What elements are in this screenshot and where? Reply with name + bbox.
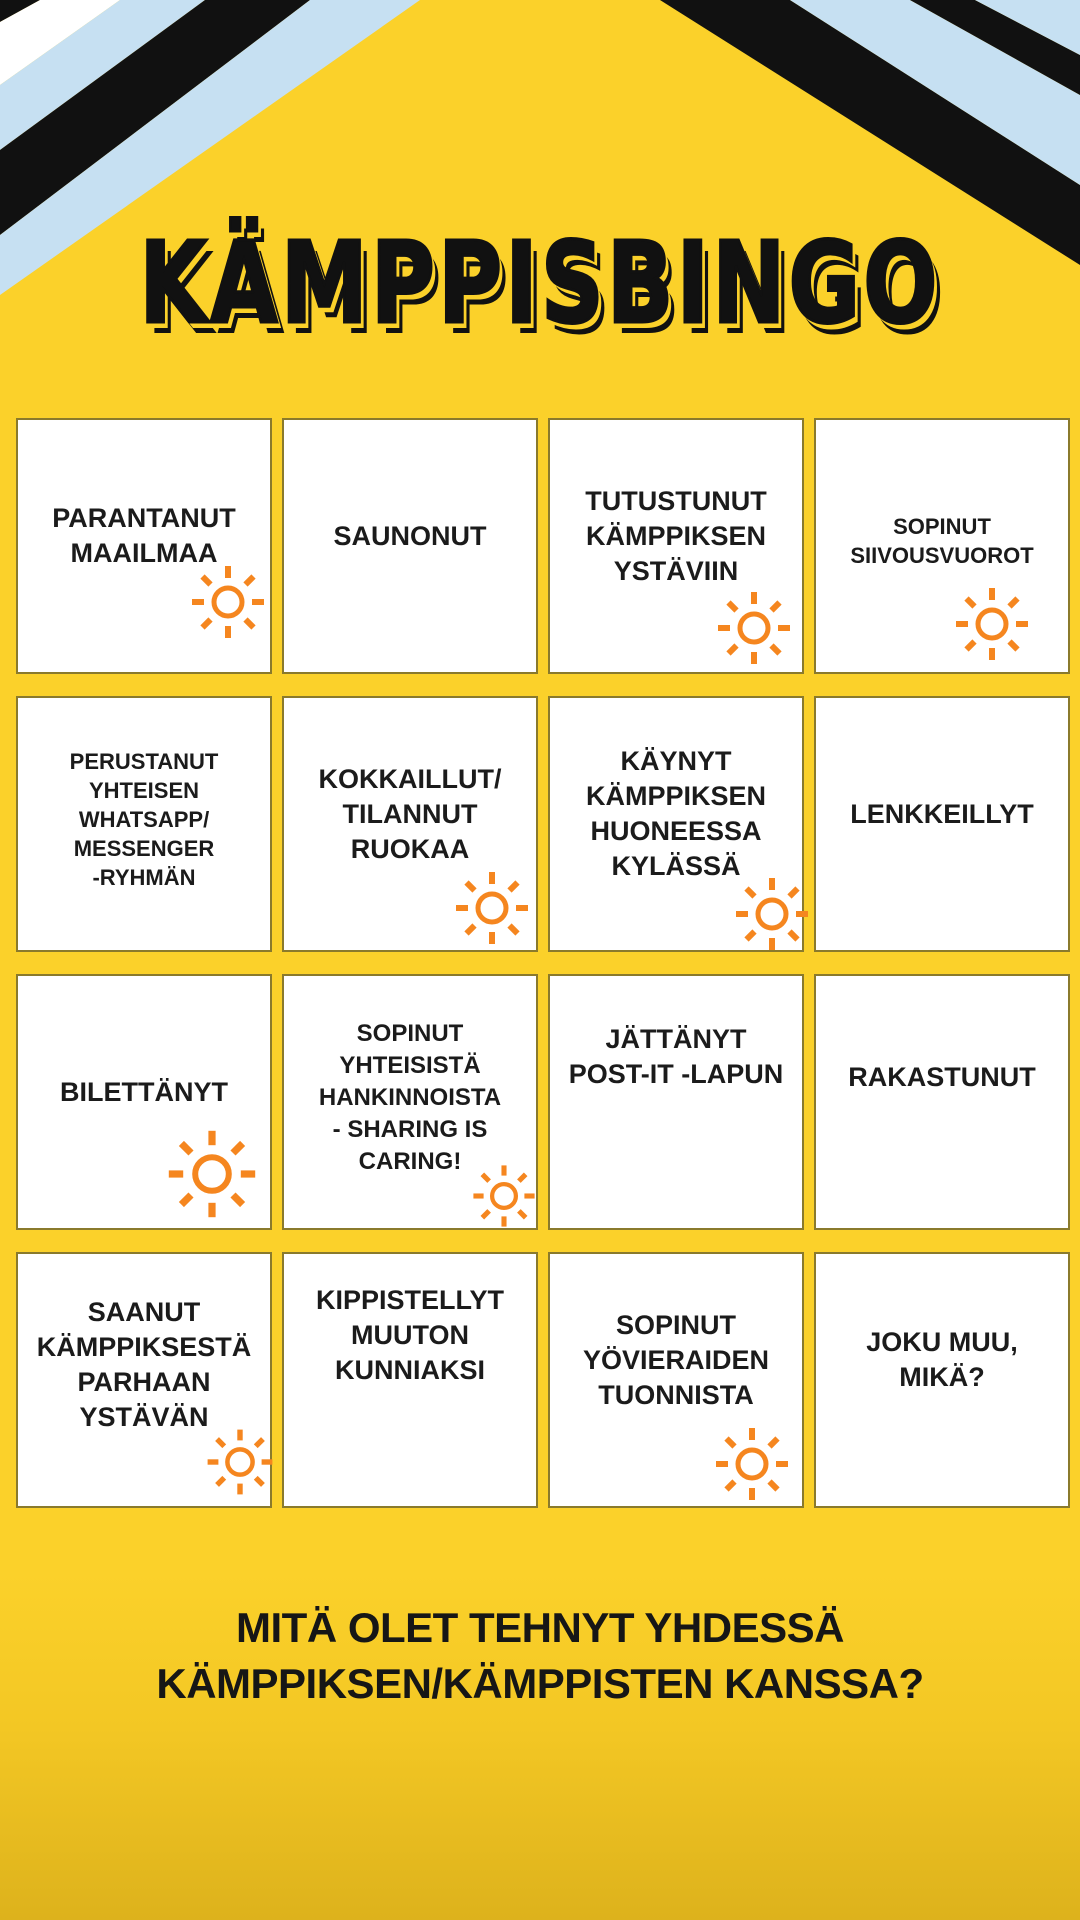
bingo-cell-label: SAANUT KÄMPPIKSESTÄ PARHAAN YSTÄVÄN	[36, 1297, 252, 1432]
sun-icon	[952, 584, 1032, 664]
page-title: KÄMPPISBINGO	[139, 219, 941, 349]
sun-icon	[714, 588, 794, 668]
bingo-cell[interactable]	[548, 418, 804, 674]
bingo-cell[interactable]	[814, 974, 1070, 1230]
bingo-cell-label: KIPPISTELLYT MUUTON KUNNIAKSI	[315, 1284, 505, 1385]
bingo-cell-label: PARANTANUT MAAILMAA	[52, 503, 236, 568]
bingo-cell[interactable]	[16, 1252, 272, 1508]
bingo-cell[interactable]	[814, 418, 1070, 674]
bingo-cell[interactable]	[282, 696, 538, 952]
bingo-cell[interactable]	[548, 696, 804, 952]
bingo-cell-label: BILETTÄNYT	[60, 1076, 228, 1107]
bingo-cell-label: TUTUSTUNUT KÄMPPIKSEN YSTÄVIIN	[585, 485, 767, 586]
footer-line-1: MITÄ OLET TEHNYT YHDESSÄ	[236, 1604, 844, 1651]
bingo-cell-label: KOKKAILLUT/ TILANNUT RUOKAA	[318, 763, 502, 864]
bingo-cell-label: SOPINUT YHTEISISTÄ HANKINNOISTA - SHARING IS CARING!	[318, 1020, 502, 1175]
bingo-cell[interactable]	[282, 1252, 538, 1508]
bingo-cell-label: RAKASTUNUT	[848, 1061, 1036, 1092]
bingo-cell[interactable]	[814, 1252, 1070, 1508]
bingo-cell-label: JOKU MUU, MIKÄ?	[866, 1327, 1018, 1392]
bingo-grid	[16, 418, 1070, 1508]
bingo-cell-label: KÄYNYT KÄMPPIKSEN HUONEESSA KYLÄSSÄ	[585, 746, 767, 881]
bingo-cell[interactable]	[548, 974, 804, 1230]
bingo-cell[interactable]	[282, 974, 538, 1230]
sun-icon	[204, 1426, 276, 1498]
footer-question	[0, 1600, 1080, 1712]
bingo-cell-label: SOPINUT SIIVOUSVUOROT	[850, 514, 1034, 568]
bingo-cell[interactable]	[814, 696, 1070, 952]
bingo-cell[interactable]	[282, 418, 538, 674]
bingo-cell-label: SAUNONUT	[333, 520, 487, 551]
bingo-cell-label: SOPINUT YÖVIERAIDEN TUONNISTA	[582, 1309, 770, 1410]
bingo-cell[interactable]	[548, 1252, 804, 1508]
sun-icon	[470, 1162, 538, 1230]
sun-icon	[452, 868, 532, 948]
bingo-cell-label: JÄTTÄNYT POST-IT -LAPUN	[568, 1024, 784, 1089]
sun-icon	[188, 562, 268, 642]
sun-icon	[732, 874, 812, 954]
bingo-cell[interactable]	[16, 974, 272, 1230]
bingo-cell[interactable]	[16, 418, 272, 674]
bingo-cell-label: PERUSTANUT YHTEISEN WHATSAPP/ MESSENGER -RYHMÄN	[69, 748, 219, 890]
sun-icon	[164, 1126, 260, 1222]
footer-line-2: KÄMPPIKSEN/KÄMPPISTEN KANSSA?	[156, 1660, 924, 1707]
sun-icon	[712, 1424, 792, 1504]
bingo-cell[interactable]	[16, 696, 272, 952]
bingo-cell-label: LENKKEILLYT	[850, 798, 1034, 829]
